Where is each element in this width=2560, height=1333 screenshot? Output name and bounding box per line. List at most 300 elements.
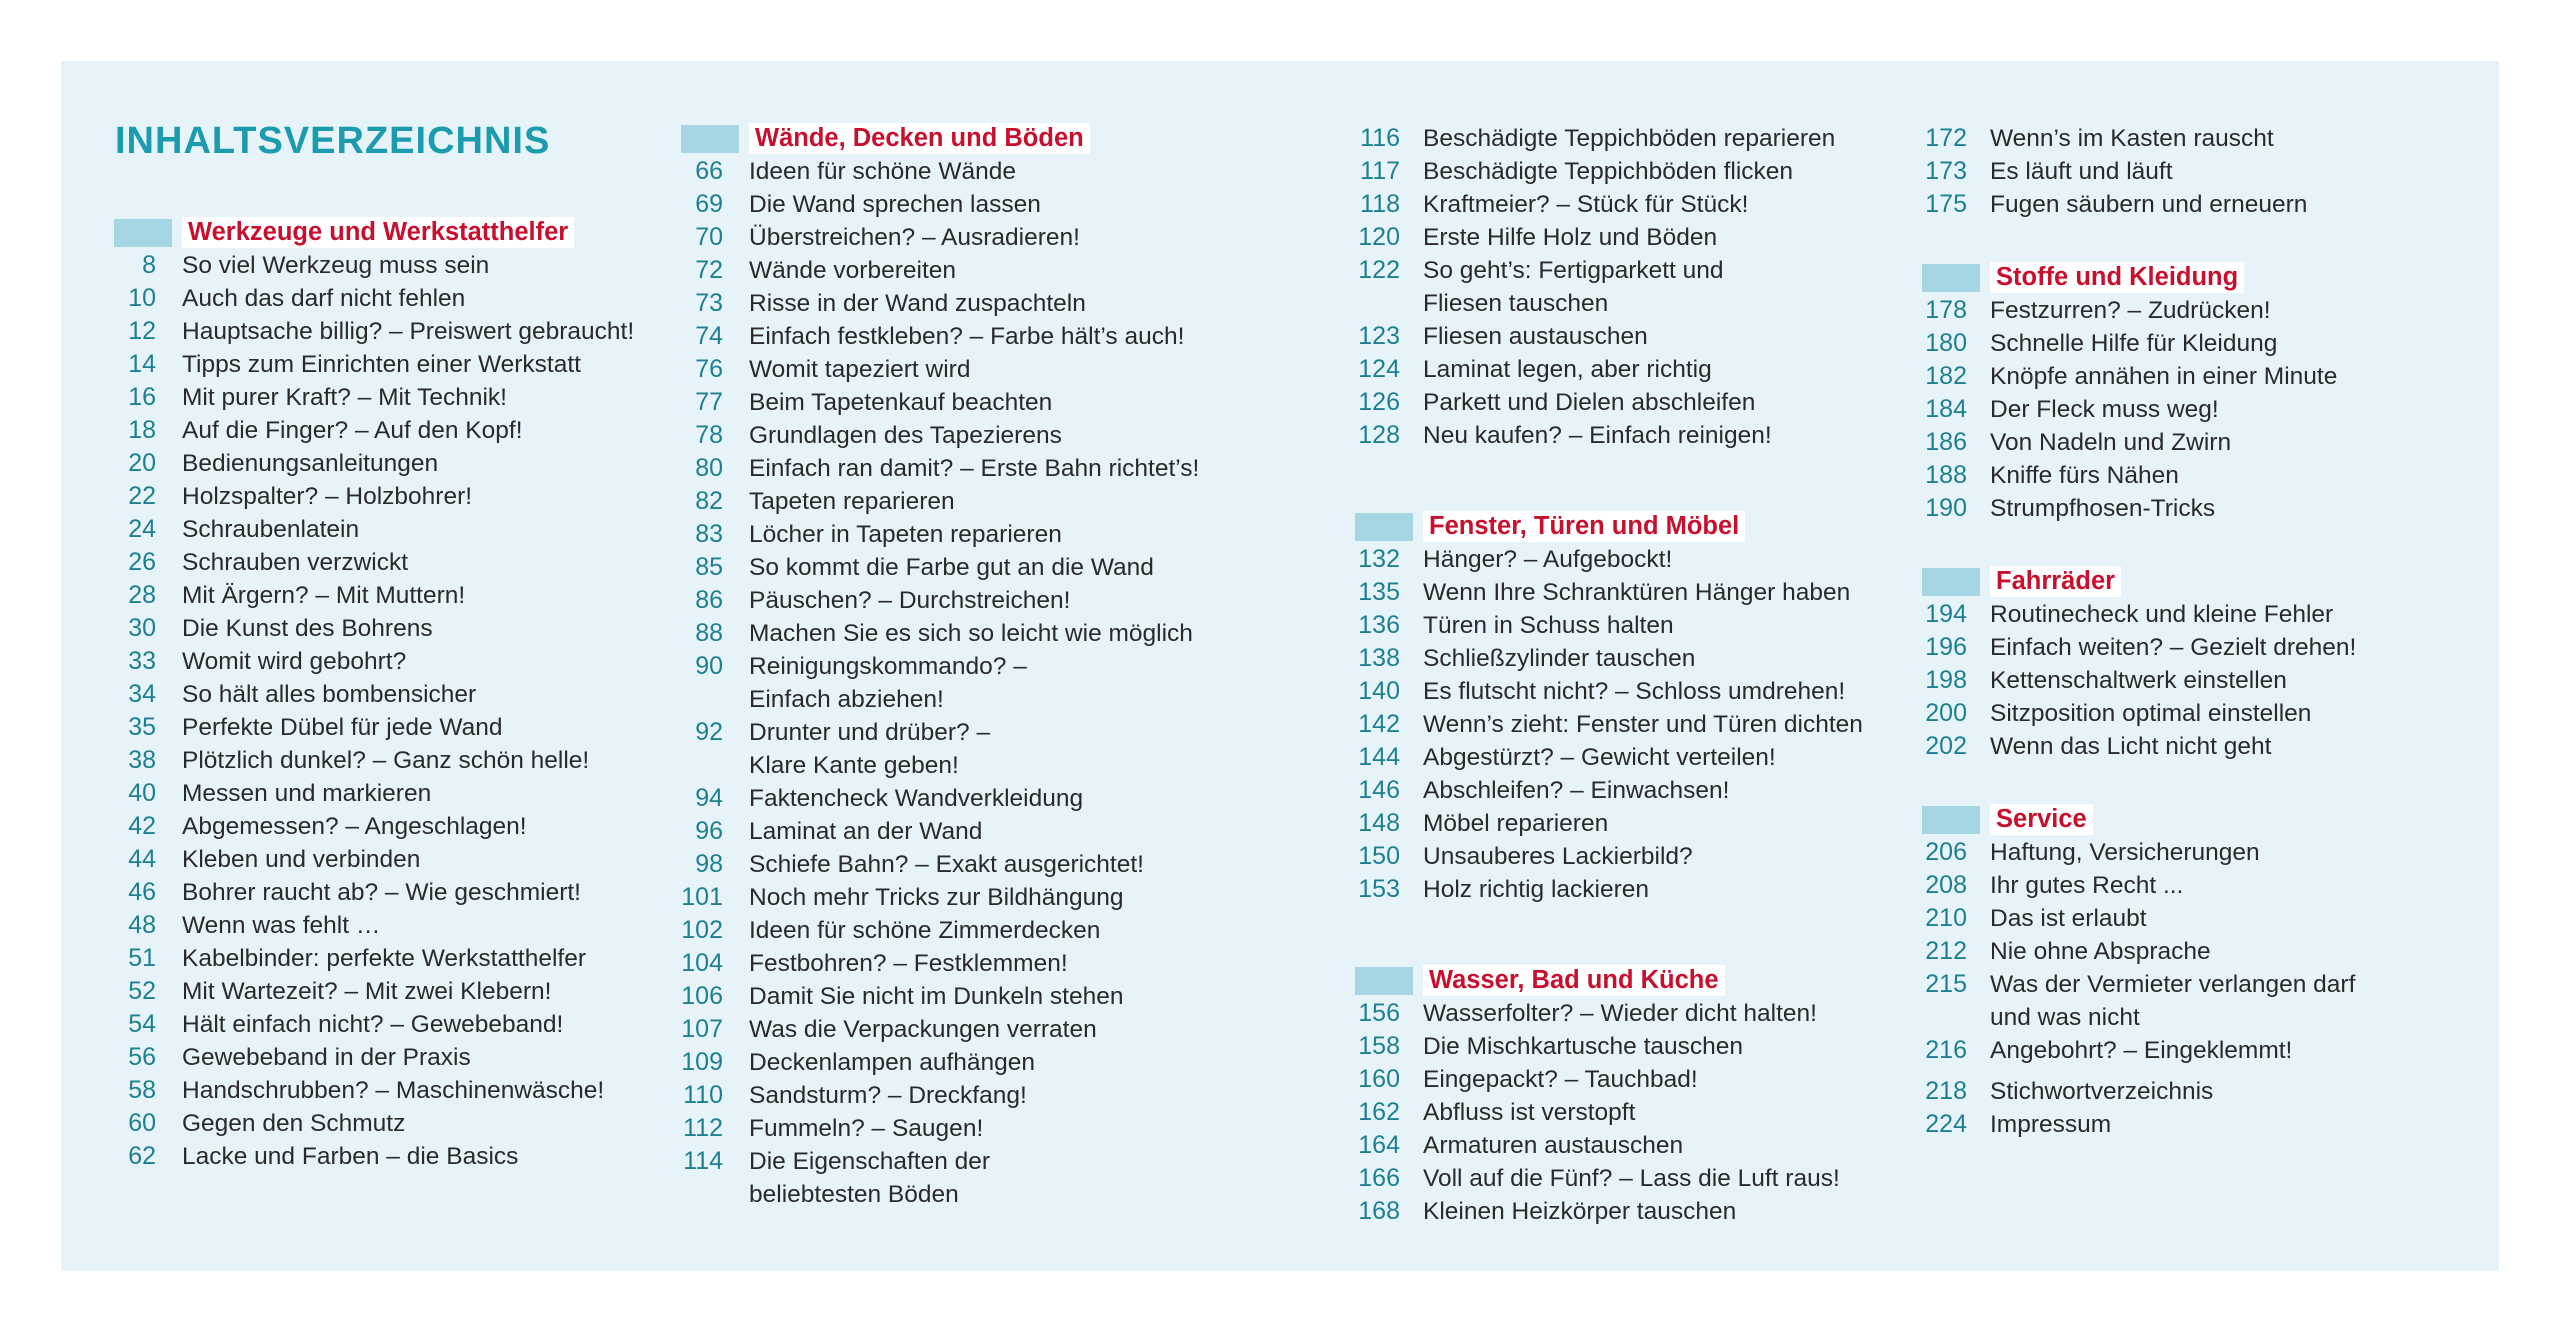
page-number: 142 bbox=[1358, 710, 1400, 738]
toc-entry[interactable] bbox=[681, 254, 1199, 287]
entry-title: Reinigungskommando? – Einfach abziehen! bbox=[749, 653, 1027, 713]
toc-entry[interactable] bbox=[114, 546, 634, 579]
page-number: 178 bbox=[1925, 296, 1967, 324]
page-number: 215 bbox=[1925, 970, 1967, 998]
toc-entry[interactable] bbox=[681, 155, 1199, 188]
entry-title: Festzurren? – Zudrücken! bbox=[1990, 297, 2271, 324]
page-number: 40 bbox=[128, 779, 156, 807]
section-heading bbox=[1355, 964, 1863, 997]
entry-title: Wasserfolter? – Wieder dicht halten! bbox=[1423, 1000, 1817, 1027]
toc-entry[interactable] bbox=[681, 320, 1199, 353]
toc-entry[interactable] bbox=[114, 942, 634, 975]
entry-title: Messen und markieren bbox=[182, 780, 432, 807]
toc-entry[interactable] bbox=[114, 1008, 634, 1041]
page-number: 218 bbox=[1925, 1077, 1967, 1105]
page-number: 132 bbox=[1358, 545, 1400, 573]
page-number: 38 bbox=[128, 746, 156, 774]
page-number: 156 bbox=[1358, 999, 1400, 1027]
toc-entry[interactable] bbox=[1355, 188, 1863, 221]
page-number: 136 bbox=[1358, 611, 1400, 639]
toc-entry[interactable] bbox=[1355, 1030, 1863, 1063]
toc-entry[interactable] bbox=[681, 419, 1199, 452]
entry-title: Haftung, Versicherungen bbox=[1990, 839, 2260, 866]
entry-title: Noch mehr Tricks zur Bildhängung bbox=[749, 884, 1124, 911]
entry-title: Eingepackt? – Tauchbad! bbox=[1423, 1066, 1698, 1093]
page-number: 80 bbox=[695, 454, 723, 482]
page-number: 8 bbox=[142, 251, 156, 279]
section-marker bbox=[114, 219, 172, 247]
entry-title: Sitzposition optimal einstellen bbox=[1990, 700, 2312, 727]
toc-entry[interactable] bbox=[1922, 1108, 2356, 1141]
toc-entry[interactable] bbox=[1355, 320, 1863, 353]
page-number: 69 bbox=[695, 190, 723, 218]
toc-entry[interactable] bbox=[1355, 873, 1863, 906]
page-number: 150 bbox=[1358, 842, 1400, 870]
toc-entry[interactable] bbox=[114, 348, 634, 381]
entry-title: Schrauben verzwickt bbox=[182, 549, 409, 576]
entry-title: Grundlagen des Tapezierens bbox=[749, 422, 1062, 449]
page-number: 144 bbox=[1358, 743, 1400, 771]
toc-entry[interactable] bbox=[1922, 360, 2356, 393]
page-number: 200 bbox=[1925, 699, 1967, 727]
entry-title: Schließzylinder tauschen bbox=[1423, 645, 1696, 672]
toc-entry[interactable] bbox=[681, 881, 1199, 914]
toc-entry[interactable] bbox=[114, 843, 634, 876]
page-number: 48 bbox=[128, 911, 156, 939]
page-number: 28 bbox=[128, 581, 156, 609]
page-number: 44 bbox=[128, 845, 156, 873]
toc-section bbox=[1922, 1075, 2356, 1141]
toc-entry[interactable] bbox=[114, 678, 634, 711]
toc-entry[interactable] bbox=[114, 975, 634, 1008]
section-heading bbox=[681, 122, 1199, 155]
entry-title: Holzspalter? – Holzbohrer! bbox=[182, 483, 473, 510]
page-number: 116 bbox=[1360, 124, 1400, 152]
section-heading-label: Fahrräder bbox=[1990, 566, 2121, 597]
page-number: 90 bbox=[695, 652, 723, 680]
page-number: 184 bbox=[1925, 395, 1967, 423]
toc-entry[interactable] bbox=[681, 617, 1199, 650]
toc-section bbox=[1355, 964, 1863, 1228]
entry-title: Wände vorbereiten bbox=[749, 257, 957, 284]
toc-entry[interactable] bbox=[681, 947, 1199, 980]
page-number: 117 bbox=[1360, 157, 1400, 185]
entry-title: Es flutscht nicht? – Schloss umdrehen! bbox=[1423, 678, 1846, 705]
toc-entry[interactable] bbox=[114, 1107, 634, 1140]
toc-entry[interactable] bbox=[681, 1112, 1199, 1145]
toc-entry[interactable] bbox=[1922, 836, 2356, 869]
toc-entry[interactable] bbox=[1922, 492, 2356, 525]
toc-entry[interactable] bbox=[114, 876, 634, 909]
toc-entry[interactable] bbox=[1922, 188, 2356, 221]
page-number: 101 bbox=[681, 883, 723, 911]
section-heading bbox=[1922, 565, 2356, 598]
entry-title: Die Mischkartusche tauschen bbox=[1423, 1033, 1744, 1060]
entry-title: Mit purer Kraft? – Mit Technik! bbox=[182, 384, 507, 411]
toc-entry[interactable] bbox=[1355, 1096, 1863, 1129]
section-heading-label: Wände, Decken und Böden bbox=[749, 123, 1090, 154]
entry-title: Holz richtig lackieren bbox=[1423, 876, 1650, 903]
toc-entry[interactable] bbox=[1355, 840, 1863, 873]
toc-entry[interactable] bbox=[1355, 774, 1863, 807]
toc-entry[interactable] bbox=[114, 612, 634, 645]
page-number: 175 bbox=[1925, 190, 1967, 218]
page-number: 153 bbox=[1358, 875, 1400, 903]
page-number: 72 bbox=[695, 256, 723, 284]
entry-title: Damit Sie nicht im Dunkeln stehen bbox=[749, 983, 1124, 1010]
toc-entry[interactable] bbox=[1355, 221, 1863, 254]
toc-section bbox=[1922, 122, 2356, 221]
entry-title: Kabelbinder: perfekte Werkstatthelfer bbox=[182, 945, 587, 972]
page-number: 14 bbox=[128, 350, 156, 378]
toc-entry[interactable] bbox=[1922, 968, 2356, 1034]
toc-entry[interactable] bbox=[1922, 459, 2356, 492]
toc-entry[interactable] bbox=[1355, 642, 1863, 675]
toc-entry[interactable] bbox=[681, 650, 1199, 716]
toc-entry[interactable] bbox=[681, 353, 1199, 386]
page-number: 224 bbox=[1925, 1110, 1967, 1138]
page-number: 194 bbox=[1925, 600, 1967, 628]
entry-title: Strumpfhosen-Tricks bbox=[1990, 495, 2216, 522]
entry-title: Angebohrt? – Eingeklemmt! bbox=[1990, 1037, 2293, 1064]
entry-title: Kleinen Heizkörper tauschen bbox=[1423, 1198, 1737, 1225]
entry-title: Ideen für schöne Wände bbox=[749, 158, 1016, 185]
page-number: 123 bbox=[1358, 322, 1400, 350]
entry-title: Beschädigte Teppichböden flicken bbox=[1423, 158, 1794, 185]
page-number: 109 bbox=[681, 1048, 723, 1076]
page-number: 172 bbox=[1925, 124, 1967, 152]
page-number: 160 bbox=[1358, 1065, 1400, 1093]
page-number: 96 bbox=[695, 817, 723, 845]
toc-entry[interactable] bbox=[114, 282, 634, 315]
toc-entry[interactable] bbox=[1355, 1195, 1863, 1228]
entry-title: Was der Vermieter verlangen darf und was nicht bbox=[1990, 971, 2356, 1031]
page-number: 52 bbox=[128, 977, 156, 1005]
entry-title: Gewebeband in der Praxis bbox=[182, 1044, 471, 1071]
toc-entry[interactable] bbox=[1922, 327, 2356, 360]
toc-column-2 bbox=[681, 122, 1199, 1264]
page-number: 92 bbox=[695, 718, 723, 746]
page-number: 34 bbox=[128, 680, 156, 708]
toc-entry[interactable] bbox=[114, 909, 634, 942]
entry-title: Laminat an der Wand bbox=[749, 818, 983, 845]
page-number: 73 bbox=[695, 289, 723, 317]
toc-entry[interactable] bbox=[114, 645, 634, 678]
entry-title: Es läuft und läuft bbox=[1990, 158, 2173, 185]
page-number: 110 bbox=[683, 1081, 723, 1109]
page-number: 164 bbox=[1358, 1131, 1400, 1159]
toc-entry[interactable] bbox=[681, 386, 1199, 419]
toc-entry[interactable] bbox=[1922, 1075, 2356, 1108]
page-number: 77 bbox=[695, 388, 723, 416]
toc-entry[interactable] bbox=[681, 1046, 1199, 1079]
toc-entry[interactable] bbox=[114, 1140, 634, 1173]
toc-entry[interactable] bbox=[681, 551, 1199, 584]
toc-entry[interactable] bbox=[1355, 675, 1863, 708]
toc-entry[interactable] bbox=[681, 221, 1199, 254]
toc-entry[interactable] bbox=[681, 188, 1199, 221]
page-number: 168 bbox=[1358, 1197, 1400, 1225]
page-number: 26 bbox=[128, 548, 156, 576]
entry-title: So hält alles bombensicher bbox=[182, 681, 477, 708]
entry-title: Fummeln? – Saugen! bbox=[749, 1115, 984, 1142]
toc-entry[interactable] bbox=[1355, 122, 1863, 155]
toc-entry[interactable] bbox=[1355, 1162, 1863, 1195]
entry-title: Wenn’s im Kasten rauscht bbox=[1990, 125, 2274, 152]
toc-entry[interactable] bbox=[681, 815, 1199, 848]
page-number: 33 bbox=[128, 647, 156, 675]
entry-title: Einfach ran damit? – Erste Bahn richtet’s! bbox=[749, 455, 1200, 482]
toc-entry[interactable] bbox=[681, 914, 1199, 947]
entry-title: Bohrer raucht ab? – Wie geschmiert! bbox=[182, 879, 581, 906]
toc-entry[interactable] bbox=[1355, 576, 1863, 609]
section-marker bbox=[1355, 967, 1413, 995]
toc-section bbox=[1355, 122, 1863, 452]
page-number: 186 bbox=[1925, 428, 1967, 456]
page-number: 158 bbox=[1358, 1032, 1400, 1060]
section-heading bbox=[1355, 510, 1863, 543]
toc-entry[interactable] bbox=[114, 480, 634, 513]
section-heading-label: Service bbox=[1990, 804, 2093, 835]
entry-title: Womit tapeziert wird bbox=[749, 356, 971, 383]
toc-entry[interactable] bbox=[1355, 543, 1863, 576]
page-number: 16 bbox=[128, 383, 156, 411]
entry-title: Wenn das Licht nicht geht bbox=[1990, 733, 2272, 760]
page-number: 24 bbox=[128, 515, 156, 543]
toc-entry[interactable] bbox=[114, 777, 634, 810]
page-number: 118 bbox=[1360, 190, 1400, 218]
toc-entry[interactable] bbox=[1355, 708, 1863, 741]
page-number: 182 bbox=[1925, 362, 1967, 390]
toc-entry[interactable] bbox=[681, 1079, 1199, 1112]
toc-entry[interactable] bbox=[114, 381, 634, 414]
page-number: 208 bbox=[1925, 871, 1967, 899]
page-number: 54 bbox=[128, 1010, 156, 1038]
toc-entry[interactable] bbox=[681, 848, 1199, 881]
page-number: 135 bbox=[1358, 578, 1400, 606]
toc-section bbox=[681, 122, 1199, 1211]
page-number: 146 bbox=[1358, 776, 1400, 804]
page-number: 76 bbox=[695, 355, 723, 383]
page-number: 210 bbox=[1925, 904, 1967, 932]
entry-title: Löcher in Tapeten reparieren bbox=[749, 521, 1062, 548]
entry-title: Plötzlich dunkel? – Ganz schön helle! bbox=[182, 747, 590, 774]
page-number: 138 bbox=[1358, 644, 1400, 672]
entry-title: Stichwortverzeichnis bbox=[1990, 1078, 2214, 1105]
entry-title: Die Wand sprechen lassen bbox=[749, 191, 1041, 218]
page-number: 112 bbox=[683, 1114, 723, 1142]
entry-title: Das ist erlaubt bbox=[1990, 905, 2147, 932]
toc-entry[interactable] bbox=[114, 579, 634, 612]
entry-title: Hauptsache billig? – Preiswert gebraucht! bbox=[182, 318, 635, 345]
page-number: 148 bbox=[1358, 809, 1400, 837]
section-heading bbox=[1922, 261, 2356, 294]
toc-entry[interactable] bbox=[114, 513, 634, 546]
toc-entry[interactable] bbox=[1922, 935, 2356, 968]
page-number: 22 bbox=[128, 482, 156, 510]
page-number: 107 bbox=[681, 1015, 723, 1043]
toc-entry[interactable] bbox=[114, 447, 634, 480]
toc-entry[interactable] bbox=[1922, 631, 2356, 664]
entry-title: Mit Wartezeit? – Mit zwei Klebern! bbox=[182, 978, 552, 1005]
entry-title: Ideen für schöne Zimmerdecken bbox=[749, 917, 1101, 944]
entry-title: Risse in der Wand zuspachteln bbox=[749, 290, 1086, 317]
entry-title: Parkett und Dielen abschleifen bbox=[1423, 389, 1756, 416]
entry-title: Hänger? – Aufgebockt! bbox=[1423, 546, 1673, 573]
entry-title: Knöpfe annähen in einer Minute bbox=[1990, 363, 2338, 390]
entry-title: Fliesen austauschen bbox=[1423, 323, 1648, 350]
toc-entry[interactable] bbox=[1355, 419, 1863, 452]
page-number: 83 bbox=[695, 520, 723, 548]
toc-entry[interactable] bbox=[1922, 697, 2356, 730]
entry-title: Möbel reparieren bbox=[1423, 810, 1609, 837]
toc-section bbox=[1922, 565, 2356, 763]
toc-entry[interactable] bbox=[681, 287, 1199, 320]
page-number: 162 bbox=[1358, 1098, 1400, 1126]
entry-title: Türen in Schuss halten bbox=[1423, 612, 1674, 639]
page-number: 122 bbox=[1358, 256, 1400, 284]
entry-title: Womit wird gebohrt? bbox=[182, 648, 407, 675]
toc-entry[interactable] bbox=[1355, 807, 1863, 840]
toc-entry[interactable] bbox=[1922, 869, 2356, 902]
entry-title: Ihr gutes Recht ... bbox=[1990, 872, 2184, 899]
page-number: 10 bbox=[128, 284, 156, 312]
toc-section bbox=[1922, 803, 2356, 1067]
entry-title: Fugen säubern und erneuern bbox=[1990, 191, 2308, 218]
page-number: 35 bbox=[128, 713, 156, 741]
toc-entry[interactable] bbox=[681, 980, 1199, 1013]
entry-title: Drunter und drüber? – Klare Kante geben! bbox=[749, 719, 991, 779]
entry-title: Mit Ärgern? – Mit Muttern! bbox=[182, 582, 466, 609]
entry-title: Erste Hilfe Holz und Böden bbox=[1423, 224, 1718, 251]
toc-entry[interactable] bbox=[1355, 155, 1863, 188]
entry-title: Päuschen? – Durchstreichen! bbox=[749, 587, 1071, 614]
section-marker bbox=[681, 125, 739, 153]
page-number: 46 bbox=[128, 878, 156, 906]
section-marker bbox=[1922, 264, 1980, 292]
toc-section bbox=[1355, 510, 1863, 906]
section-marker bbox=[1355, 513, 1413, 541]
entry-title: Tipps zum Einrichten einer Werkstatt bbox=[182, 351, 581, 378]
toc-section bbox=[1922, 261, 2356, 525]
toc-entry[interactable] bbox=[1922, 902, 2356, 935]
entry-title: Perfekte Dübel für jede Wand bbox=[182, 714, 503, 741]
page-number: 166 bbox=[1358, 1164, 1400, 1192]
toc-entry[interactable] bbox=[1922, 664, 2356, 697]
section-marker bbox=[1922, 806, 1980, 834]
entry-title: Nie ohne Absprache bbox=[1990, 938, 2211, 965]
entry-title: Einfach festkleben? – Farbe hält’s auch! bbox=[749, 323, 1185, 350]
toc-entry[interactable] bbox=[114, 414, 634, 447]
toc-entry[interactable] bbox=[1922, 294, 2356, 327]
page-number: 20 bbox=[128, 449, 156, 477]
toc-column-4 bbox=[1922, 122, 2356, 1194]
toc-entry[interactable] bbox=[1355, 609, 1863, 642]
entry-title: Abgestürzt? – Gewicht verteilen! bbox=[1423, 744, 1776, 771]
page-number: 56 bbox=[128, 1043, 156, 1071]
toc-entry[interactable] bbox=[1922, 155, 2356, 188]
entry-title: Schiefe Bahn? – Exakt ausgerichtet! bbox=[749, 851, 1144, 878]
entry-title: Beim Tapetenkauf beachten bbox=[749, 389, 1053, 416]
toc-entry[interactable] bbox=[1355, 254, 1863, 320]
entry-title: Kniffe fürs Nähen bbox=[1990, 462, 2179, 489]
toc-entry[interactable] bbox=[1355, 353, 1863, 386]
section-heading-label: Stoffe und Kleidung bbox=[1990, 262, 2244, 293]
toc-entry[interactable] bbox=[1922, 393, 2356, 426]
entry-title: Was die Verpackungen verraten bbox=[749, 1016, 1097, 1043]
toc-entry[interactable] bbox=[1922, 426, 2356, 459]
page-number: 202 bbox=[1925, 732, 1967, 760]
entry-title: Beschädigte Teppichböden reparieren bbox=[1423, 125, 1836, 152]
section-heading-label: Fenster, Türen und Möbel bbox=[1423, 511, 1745, 542]
entry-title: Hält einfach nicht? – Gewebeband! bbox=[182, 1011, 564, 1038]
toc-entry[interactable] bbox=[1355, 741, 1863, 774]
toc-entry[interactable] bbox=[681, 485, 1199, 518]
page-number: 128 bbox=[1358, 421, 1400, 449]
toc-entry[interactable] bbox=[681, 716, 1199, 782]
entry-title: Abfluss ist verstopft bbox=[1423, 1099, 1636, 1126]
toc-entry[interactable] bbox=[681, 782, 1199, 815]
toc-entry[interactable] bbox=[681, 1013, 1199, 1046]
section-heading bbox=[114, 216, 634, 249]
page-number: 58 bbox=[128, 1076, 156, 1104]
entry-title: Tapeten reparieren bbox=[749, 488, 955, 515]
page-number: 30 bbox=[128, 614, 156, 642]
toc-entry[interactable] bbox=[1355, 997, 1863, 1030]
entry-title: Machen Sie es sich so leicht wie möglich bbox=[749, 620, 1193, 647]
toc-entry[interactable] bbox=[681, 452, 1199, 485]
toc-entry[interactable] bbox=[114, 315, 634, 348]
entry-title: So kommt die Farbe gut an die Wand bbox=[749, 554, 1154, 581]
toc-entry[interactable] bbox=[114, 249, 634, 282]
toc-entry[interactable] bbox=[114, 711, 634, 744]
page-number: 86 bbox=[695, 586, 723, 614]
toc-entry[interactable] bbox=[1922, 1034, 2356, 1067]
page-number: 98 bbox=[695, 850, 723, 878]
toc-entry[interactable] bbox=[114, 810, 634, 843]
toc-entry[interactable] bbox=[1355, 1063, 1863, 1096]
toc-entry[interactable] bbox=[1922, 730, 2356, 763]
section-heading-label: Werkzeuge und Werkstatthelfer bbox=[182, 217, 574, 248]
page-number: 206 bbox=[1925, 838, 1967, 866]
entry-title: Routinecheck und kleine Fehler bbox=[1990, 601, 2334, 628]
section-heading-label: Wasser, Bad und Küche bbox=[1423, 965, 1725, 996]
entry-title: So viel Werkzeug muss sein bbox=[182, 252, 490, 279]
toc-entry[interactable] bbox=[114, 1074, 634, 1107]
entry-title: Laminat legen, aber richtig bbox=[1423, 356, 1712, 383]
toc-entry[interactable] bbox=[1922, 598, 2356, 631]
entry-title: Überstreichen? – Ausradieren! bbox=[749, 224, 1080, 251]
toc-entry[interactable] bbox=[681, 584, 1199, 617]
toc-entry[interactable] bbox=[1355, 386, 1863, 419]
entry-title: Abschleifen? – Einwachsen! bbox=[1423, 777, 1730, 804]
toc-entry[interactable] bbox=[114, 1041, 634, 1074]
page-number: 126 bbox=[1358, 388, 1400, 416]
toc-entry[interactable] bbox=[114, 744, 634, 777]
entry-title: Festbohren? – Festklemmen! bbox=[749, 950, 1068, 977]
entry-title: Auf die Finger? – Auf den Kopf! bbox=[182, 417, 523, 444]
toc-entry[interactable] bbox=[1355, 1129, 1863, 1162]
toc-entry[interactable] bbox=[681, 518, 1199, 551]
entry-title: Gegen den Schmutz bbox=[182, 1110, 406, 1137]
entry-title: Unsauberes Lackierbild? bbox=[1423, 843, 1693, 870]
toc-entry[interactable] bbox=[681, 1145, 1199, 1211]
page-number: 74 bbox=[695, 322, 723, 350]
entry-title: Der Fleck muss weg! bbox=[1990, 396, 2219, 423]
entry-title: Handschrubben? – Maschinenwäsche! bbox=[182, 1077, 605, 1104]
page-number: 198 bbox=[1925, 666, 1967, 694]
toc-entry[interactable] bbox=[1922, 122, 2356, 155]
